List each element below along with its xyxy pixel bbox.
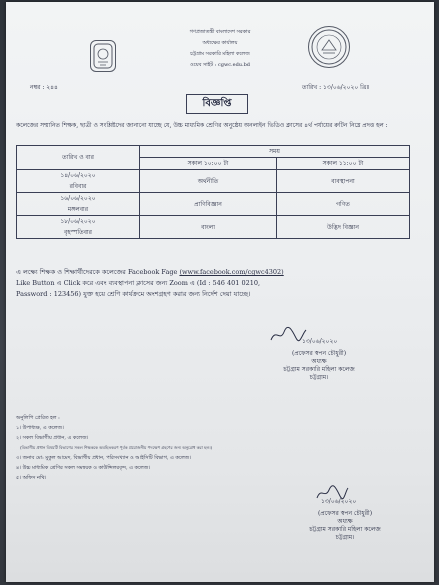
signature1-name: (প্রফেসর স্বপন চৌধুরী) (291, 350, 347, 357)
notice-title: বিজ্ঞপ্তি (186, 94, 248, 114)
intro-paragraph: কলেজের সম্মানিত শিক্ষক, ছাত্রী ও সংশ্লিষ্টদের জানানো যাচ্ছে যে, উচ্চ মাধ্যমিক শ্রেণির অনুষ্ঠেয় অনলাইন ভিডিও ক্লাসের ৪র্থ পর্যায়ের রুটিন নিম্নে প্রদত্ত হল : (16, 122, 388, 129)
list-item: (বিভাগীয় প্রধান বিষয়টি বিভাগের সকল শিক্ষককে অবহিতকরণ পূর্বক প্রয়োজনীয় পদক্ষেপ গ্রহণের জন্য অনুরোধ করা হল।) (20, 445, 213, 450)
list-item: ২। সকল বিভাগীয় প্রধান, এ কলেজ। (16, 435, 89, 441)
signature2-block (290, 510, 400, 542)
row-date-cell (17, 216, 140, 239)
row-date: ১৪/০৬/২০২০ (60, 172, 96, 179)
signature1-city: চট্টগ্রাম। (309, 374, 329, 381)
signature1-org: চট্টগ্রাম সরকারি মহিলা কলেজ (283, 366, 355, 373)
time-header: সময় (140, 146, 410, 158)
copy-heading: অনুলিপি প্রেরিত হল : (16, 415, 60, 421)
slot1-header: সকাল ১০:০০ টা (140, 158, 277, 170)
row-subject1: বাংলা (140, 216, 277, 239)
date-header: তারিখ ও বার (17, 146, 140, 170)
header-line-3: চট্টগ্রাম সরকারি মহিলা কলেজ (190, 51, 250, 57)
facebook-page-label: Facebook Fage (127, 268, 178, 276)
table-row (17, 216, 410, 239)
list-item: ৩। জনাব মো: মুকুল আমেদ, বিভাগীয় প্রধান, পরিসংখ্যান ও আইসিটি বিভাগ, এ কলেজ। (16, 455, 191, 461)
header-line-1: গণপ্রজাতন্ত্রী বাংলাদেশ সরকার (189, 29, 251, 35)
signature1-date: ১৩/০৬/২০২০ (302, 338, 338, 345)
row-day: রবিবার (69, 183, 87, 190)
like-button-instruction: Like Button এ Click (16, 279, 81, 287)
table-row (17, 170, 410, 193)
list-item: ৪। উচ্চ মাধ্যমিক শ্রেণির সকল সমন্বয়ক ও কাউন্সিলরবৃন্দ, এ কলেজ। (16, 465, 151, 471)
row-subject1: অর্থনীতি (140, 170, 277, 193)
list-item: ১। উপাধ্যক্ষ, এ কলেজ। (16, 425, 64, 431)
signature2-name: (প্রফেসর স্বপন চৌধুরী) (317, 510, 373, 517)
signature1-title: অধ্যক্ষ (311, 358, 327, 365)
slot2-header: সকাল ১১:০০ টা (277, 158, 410, 170)
header-line-4: ওয়েব সাইট : cgwc.edu.bd (190, 62, 250, 68)
memo-date: তারিখ : ১৩/০৬/২০২০ খ্রিঃ (302, 84, 370, 91)
facebook-note (16, 267, 426, 300)
list-item: ৫। অফিস নথি। (16, 475, 47, 481)
table-row (17, 193, 410, 216)
signature2-date: ১৩/০৬/২০২০ (321, 498, 357, 505)
facebook-link[interactable]: (www.facebook.com/cgwc4302) (179, 268, 284, 276)
row-subject2: গণিত (277, 193, 410, 216)
document-page (6, 2, 434, 582)
header-line-2: অধ্যক্ষের কার্যালয় (202, 40, 238, 46)
row-date-cell (17, 170, 140, 193)
row-date: ১৬/০৬/২০২০ (60, 195, 96, 202)
row-subject2: ব্যবস্থাপনা (277, 170, 410, 193)
row-day: বৃহস্পতিবার (64, 229, 92, 236)
memo-number: নম্বর : ২৪৪ (30, 84, 58, 91)
copy-distribution-list (16, 413, 416, 483)
row-subject2: উদ্ভিদ বিজ্ঞান (277, 216, 410, 239)
row-day: মঙ্গলবার (67, 206, 89, 213)
signature2-city: চট্টগ্রাম। (335, 534, 355, 541)
row-date-cell (17, 193, 140, 216)
row-date: ১৮/০৬/২০২০ (60, 218, 96, 225)
zoom-instruction: করে এবং ব্যবস্থাপনা ক্লাসের জন্য Zoom এ (Id : 546 401 0210, (82, 279, 261, 287)
password-instruction: Password : 123456) যুক্ত হয়ে শ্রেণি কার্যক্রমে অংশগ্রহণ করার জন্য নির্দেশ দেয়া যাচ্ছে। (16, 290, 251, 298)
signature1-block (264, 350, 374, 382)
note-line1-text: এ লক্ষ্যে শিক্ষক ও শিক্ষার্থীদেরকে কলেজের (16, 268, 126, 276)
schedule-table (16, 145, 410, 239)
row-subject1: প্রাণিবিজ্ঞান (140, 193, 277, 216)
signature2-org: চট্টগ্রাম সরকারি মহিলা কলেজ (309, 526, 381, 533)
signature2-title: অধ্যক্ষ (337, 518, 353, 525)
